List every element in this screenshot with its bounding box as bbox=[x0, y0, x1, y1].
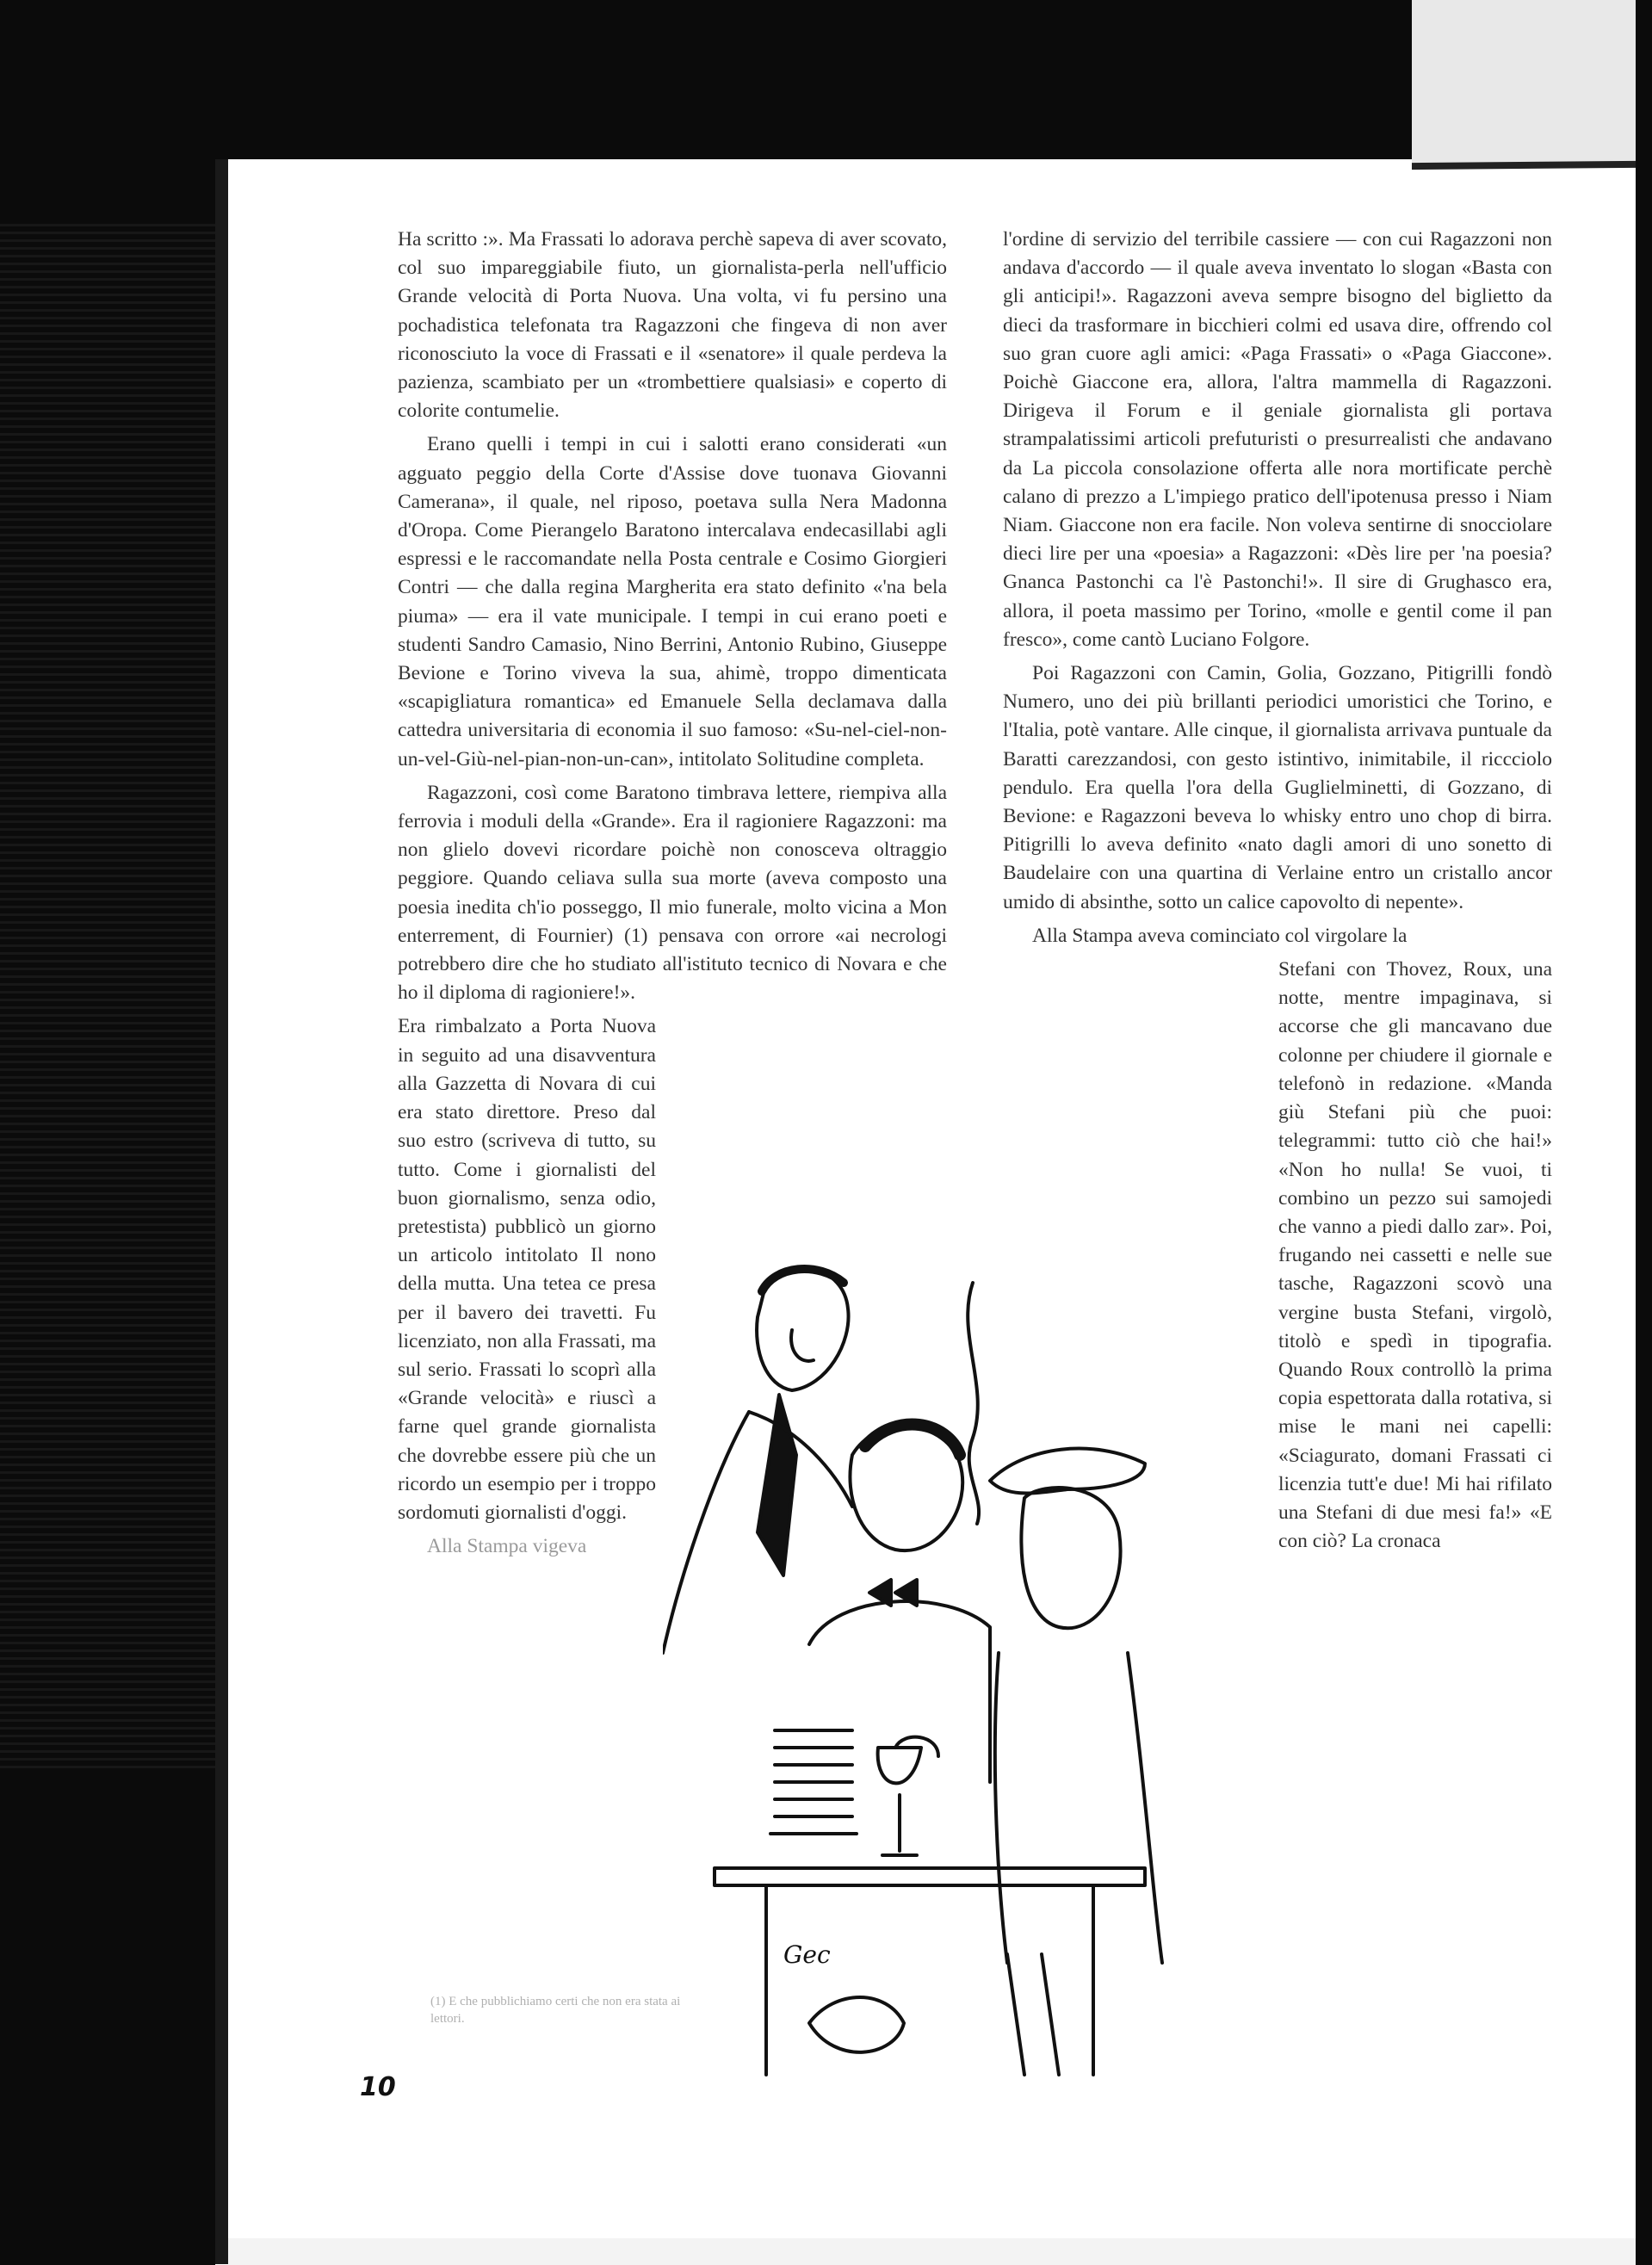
caricature-illustration bbox=[663, 1248, 1300, 2101]
table bbox=[715, 1868, 1145, 2075]
left-paragraph-1: Ha scritto :». Ma Frassati lo adorava perchè sapeva di aver scovato, col suo impareggiabile fiuto, un giornalista-perla nell'ufficio Grande velocità di Porta Nuova. Una volta, vi fu persino una pochadistica telefonata tra Ragazzoni che fingeva di non aver riconosciuto la voce di Frassati e il «senatore» il quale perdeva la pazienza, scambiato per un «trombettiere qualsiasi» e coperto di colorite contumelie. bbox=[398, 228, 947, 423]
right-paragraph-2: Poi Ragazzoni con Camin, Golia, Gozzano, Pitigrilli fondò Numero, uno dei più brillanti periodici umoristici che Torino, e l'Italia, potè vantare. Alle cinque, il giornalista arrivava puntuale da Baratti carezzandosi, con gesto istintivo, inimitabile, il riccciolo pendulo. Era quella l'ora della Guglielminetti, di Gozzano, di Bevione: e Ragazzoni beveva lo whisky entro uno chop di birra. Pitigrilli lo aveva definito «nato dagli amori di uno sonetto di Baudelaire con una quartina di Verlaine entro un cristallo ancor umido di absinthe, sotto un calice capovolto di nepente». bbox=[1003, 662, 1552, 913]
left-paragraph-2: Erano quelli i tempi in cui i salotti erano considerati «un agguato peggio della Corte d'Assise dove tuonava Giovanni Camerana», il quale, nel riposo, poetava sulla Nera Madonna d'Oropa. Come Pierangelo Baratono intercalava endecasillabi agli espressi e le raccomandate nella Posta centrale e Cosimo Giorgieri Contri — che dalla regina Margherita era stato definito «'na bela piuma» — era il vate municipale. I tempi in cui erano poeti e studenti Sandro Camasio, Nino Berrini, Antonio Rubino, Giuseppe Bevione e Torino viveva la sua, ahimè, troppo dimenticata «scapigliatura romantica» ed Emanuele Sella declamava dalla cattedra universitaria di economia il suo famoso: «Su-nel-ciel-non-un-vel-Giù-nel-pian-non-un-can», intitolato Solitudine completa. bbox=[398, 433, 947, 770]
left-paragraph-5: Alla Stampa vigeva bbox=[427, 1535, 587, 1558]
left-man-tie bbox=[758, 1395, 796, 1575]
cigarette-smoke bbox=[968, 1283, 979, 1524]
page-left-shadow bbox=[215, 159, 228, 2264]
middle-man-hair bbox=[865, 1425, 960, 1455]
left-man-nose bbox=[791, 1330, 814, 1361]
right-man-body bbox=[995, 1653, 1162, 1963]
right-paragraph-3: Alla Stampa aveva cominciato col virgolare la bbox=[1032, 924, 1408, 947]
left-paragraph-4: Era rimbalzato a Porta Nuova in seguito ad una disavventura alla Gazzetta di Novara di cui era stato direttore. Preso dal suo estro (scriveva di tutto, su tutto. Come i giornalisti del buon giornalismo, senza odio, pretestista) pubblicò un giorno un articolo intitolato Il nono della mutta. Una tetea ce presa per il bavero dei travetti. Fu licenziato, non alla Frassati, ma sul serio. Frassati lo scoprì alla «Grande velocità» e riuscì a farne quel grande giornalista che dovrebbe essere più che un ricordo un esempio per i troppo sordomuti giornalisti d'oggi. bbox=[398, 1015, 656, 1524]
middle-man-shoulders bbox=[809, 1601, 990, 1782]
scan-border-right bbox=[1636, 0, 1652, 2265]
small-dog bbox=[809, 1997, 904, 2052]
footnote: (1) E che pubblichiamo certi che non era stata ai lettori. bbox=[430, 1995, 681, 2026]
wine-glass bbox=[878, 1748, 921, 1855]
right-paragraph-1: l'ordine di servizio del terribile cassiere — con cui Ragazzoni non andava d'accordo — il quale aveva inventato lo slogan «Basta con gli anticipi!». Ragazzoni aveva sempre bisogno del biglietto da dieci da trasformare in bicchieri colmi ed usava dire, offrendo col suo gran cuore agli amici: «Paga Frassati» o «Paga Giaccone». Poichè Giaccone era, allora, l'altra mammella di Ragazzoni. Dirigeva il Forum e il geniale giornalista gli portava strampalatissimi articoli prefuturisti o presurrealisti che andavano da La piccola consolazione offerta alle nora mortificate perchè calano di prezzo a L'impiego pratico dell'ipotenusa presso i Niam Niam. Giaccone non era facile. Non voleva sentirne di snocciolare dieci lire per una «poesia» a Ragazzoni: «Dès lire per 'na poesia? Gnanca Pastonchi ca l'è Pastonchi!». Il sire di Grughasco era, allora, il poeta massimo per Torino, «molle e gentil come il pan fresco», come cantò Luciano Folgore. bbox=[1003, 228, 1552, 651]
caricature-drawing bbox=[663, 1248, 1300, 2101]
scan-border-top-right bbox=[1412, 0, 1636, 168]
left-man-head bbox=[757, 1268, 848, 1390]
left-man-body bbox=[663, 1412, 749, 1653]
scan-texture bbox=[0, 224, 215, 1773]
scan-border-bottom bbox=[228, 2238, 1636, 2265]
right-paragraph-4: Stefani con Thovez, Roux, una notte, mentre impaginava, si accorse che gli mancavano due colonne per chiudere il giornale e telefonò in redazione. «Manda giù Stefani più che puoi: telegrammi: tutto ciò che hai!» «Non ho nulla! Se vuoi, ti combino un pezzo sui samojedi che vanno a piedi dallo zar». Poi, frugando nei cassetti e nelle sue tasche, Ragazzoni scovò una vergine busta Stefani, virgolò, titolò e spedì in tipografia. Quando Roux controllò la prima copia espettorata dalla rotativa, si mise le mani nei capelli: «Sciagurato, domani Frassati ci licenzia tutt'e due! Mi hai rifilato una Stefani di due mesi fa!» «E con ciò? La cronaca bbox=[1278, 958, 1552, 1553]
left-man-hair bbox=[762, 1269, 844, 1291]
right-man-head bbox=[1021, 1488, 1120, 1628]
cartoon-signature: Gec bbox=[783, 1940, 831, 1969]
page-top-edge bbox=[1412, 161, 1636, 170]
bottle-under-table bbox=[1007, 1954, 1059, 2075]
page-number: 10 bbox=[360, 2072, 396, 2102]
plate-stack bbox=[770, 1730, 857, 1834]
left-paragraph-3: Ragazzoni, così come Baratono timbrava lettere, riempiva alla ferrovia i moduli della «Grande». Era il ragioniere Ragazzoni: ma non glielo dovevi ricordare poichè non conosceva oltraggio peggiore. Quando celiava sulla sua morte (aveva composto una poesia inedita ch'io posseggo, Il mio funerale, molto vicina a Mon enterrement, di Fournier) (1) pensava con orrore «ai necrologi potrebbero dire che ho studiato all'istituto tecnico di Novara e che ho il diploma di ragioniere!». bbox=[398, 781, 947, 1005]
